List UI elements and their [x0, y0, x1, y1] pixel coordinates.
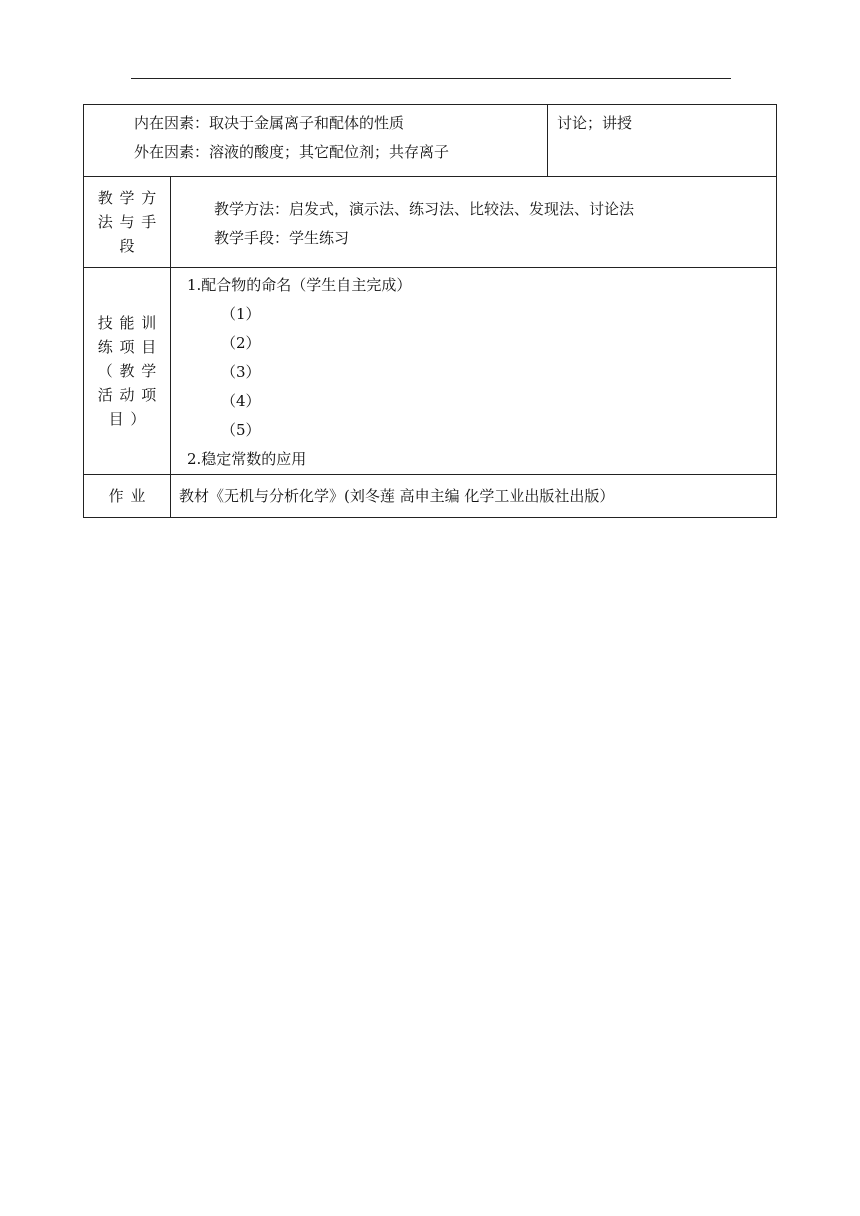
methods-label-line-2: 法与手 — [97, 213, 163, 231]
homework-label-cell — [84, 475, 171, 518]
skills-label-line-2: 练项目 — [97, 338, 163, 356]
skills-label-line-4: 活动项 — [97, 386, 163, 404]
homework-text: 教材《无机与分析化学》(刘冬莲 高申主编 化学工业出版社出版） — [179, 486, 615, 505]
methods-label-line-1: 教学方 — [97, 189, 163, 207]
internal-factor-text: 内在因素：取决于金属离子和配体的性质 — [134, 114, 405, 132]
external-factor-text: 外在因素：溶液的酸度；其它配位剂；共存离子 — [134, 143, 450, 161]
header-rule — [131, 78, 731, 79]
methods-label-cell — [84, 177, 171, 268]
teaching-methods-text: 教学方法：启发式，演示法、练习法、比较法、发现法、讨论法 — [214, 200, 635, 218]
teaching-approach-cell — [548, 105, 777, 177]
homework-content-cell — [171, 475, 777, 518]
sub-item-4: （4） — [221, 392, 261, 410]
teaching-means-text: 教学手段：学生练习 — [214, 229, 350, 247]
skill-item-1: 1.配合物的命名（学生自主完成） — [187, 276, 412, 294]
sub-item-2: （2） — [221, 334, 261, 352]
skills-label-cell — [84, 268, 171, 475]
skills-label-line-3: （教学 — [97, 362, 163, 380]
factors-row — [84, 105, 777, 177]
teaching-approach-text: 讨论；讲授 — [557, 114, 633, 132]
methods-row — [84, 177, 777, 268]
skills-label-line-1: 技能训 — [97, 314, 163, 332]
skills-content-cell — [171, 268, 777, 475]
skills-row — [84, 268, 777, 475]
homework-row — [84, 475, 777, 518]
sub-item-5: （5） — [221, 421, 261, 439]
skill-item-2: 2.稳定常数的应用 — [187, 450, 307, 468]
factors-cell — [84, 105, 548, 177]
methods-label-line-3: 段 — [119, 237, 142, 255]
lesson-plan-table — [83, 104, 777, 518]
sub-item-1: （1） — [221, 305, 261, 323]
methods-content-cell — [171, 177, 777, 268]
skills-label-line-5: 目） — [108, 410, 153, 428]
homework-label: 作业 — [108, 487, 153, 505]
sub-item-3: （3） — [221, 363, 261, 381]
